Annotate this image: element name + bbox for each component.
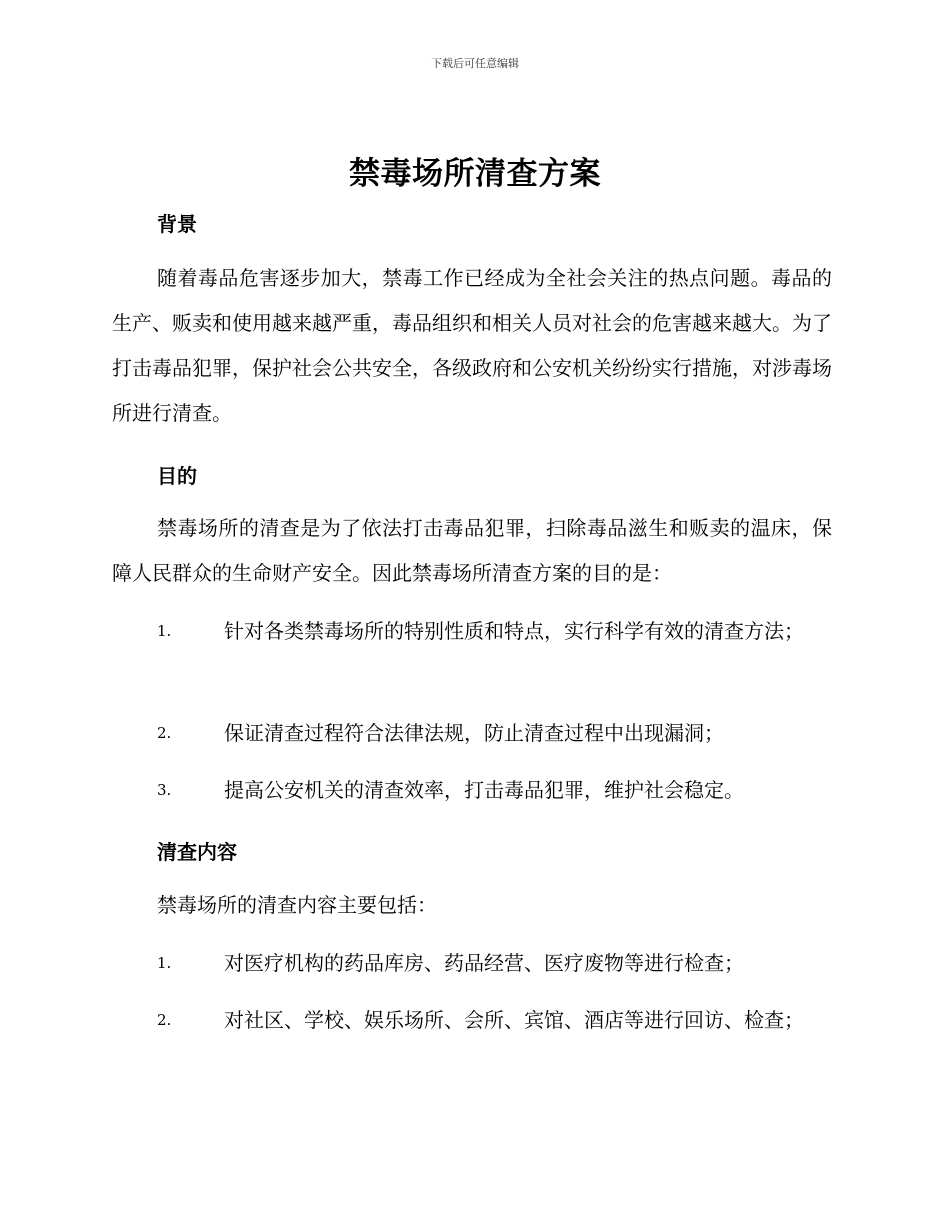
purpose-list-item bbox=[112, 609, 832, 654]
content-list-item bbox=[112, 941, 832, 986]
background-paragraph: 随着毒品危害逐步加大，禁毒工作已经成为全社会关注的热点问题。毒品的生产、贩卖和使用越来越严重，毒品组织和相关人员对社会的危害越来越大。为了打击毒品犯罪，保护社会公共安全，各级政府和公安机关纷纷实行措施，对涉毒场所进行清查。 bbox=[112, 266, 832, 425]
content-list-item bbox=[112, 998, 832, 1043]
list-number: 1. bbox=[157, 622, 172, 640]
list-number: 1. bbox=[157, 954, 172, 972]
content-intro-paragraph: 禁毒场所的清查内容主要包括： bbox=[157, 893, 437, 917]
page-header-note: 下载后可任意编辑 bbox=[431, 57, 519, 70]
section-heading-purpose: 目的 bbox=[157, 464, 197, 488]
list-number: 3. bbox=[157, 781, 172, 799]
section-heading-background: 背景 bbox=[157, 212, 197, 236]
purpose-paragraph: 禁毒场所的清查是为了依法打击毒品犯罪，扫除毒品滋生和贩卖的温床，保障人民群众的生命财产安全。因此禁毒场所清查方案的目的是： bbox=[112, 516, 832, 585]
purpose-list-item bbox=[112, 711, 832, 756]
list-number: 2. bbox=[157, 724, 172, 742]
purpose-list-item bbox=[112, 768, 832, 813]
list-text: 保证清查过程符合法律法规，防止清查过程中出现漏洞； bbox=[224, 721, 724, 745]
document-title: 禁毒场所清查方案 bbox=[349, 156, 601, 192]
list-text: 针对各类禁毒场所的特别性质和特点，实行科学有效的清查方法； bbox=[224, 619, 804, 643]
list-text: 对社区、学校、娱乐场所、会所、宾馆、酒店等进行回访、检查； bbox=[224, 1008, 804, 1032]
section-heading-content: 清查内容 bbox=[157, 840, 237, 864]
list-text: 提高公安机关的清查效率，打击毒品犯罪，维护社会稳定。 bbox=[224, 778, 744, 802]
list-text: 对医疗机构的药品库房、药品经营、医疗废物等进行检查； bbox=[224, 951, 744, 975]
list-number: 2. bbox=[157, 1011, 172, 1029]
